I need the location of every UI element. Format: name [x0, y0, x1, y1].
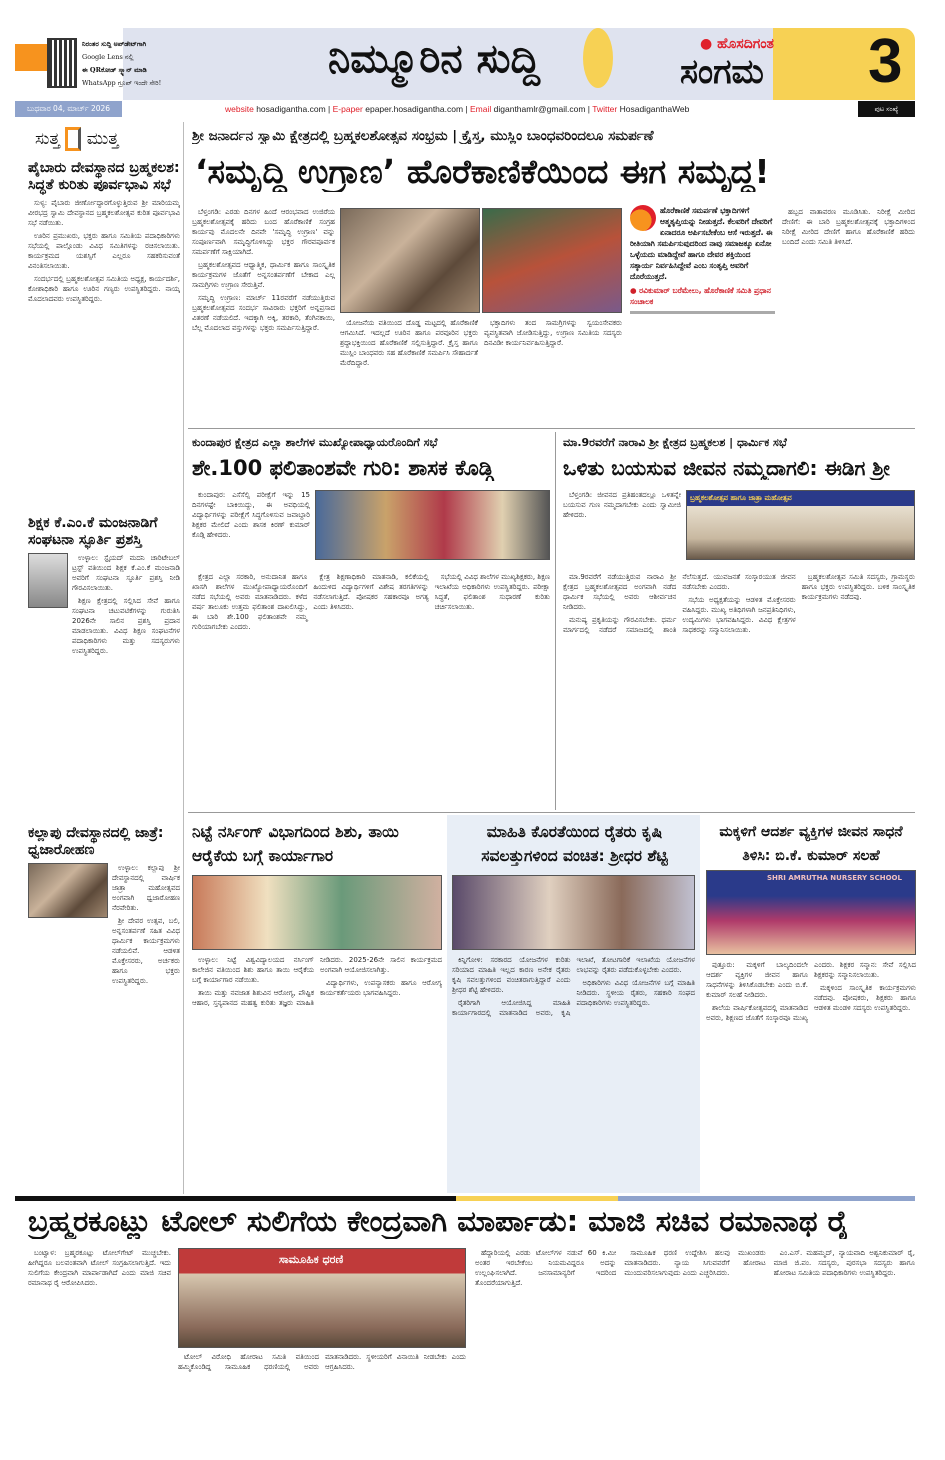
row-divider [188, 812, 915, 813]
farmers-headline: ಮಾಹಿತಿ ಕೊರತೆಯಿಂದ ರೈತರು ಕೃಷಿ ಸವಲತ್ತುಗಳಿಂದ ವಂಚಿತ: ಶ್ರೀಧರ ಶೆಟ್ಟಿ [481, 823, 668, 865]
column-divider [555, 432, 556, 810]
paragraph: ಸಂದರ್ಭದಲ್ಲಿ ಬ್ರಹ್ಮಕಲಶೋತ್ಸವ ಸಮಿತಿಯ ಅಧ್ಯಕ್ಷ, ಕಾರ್ಯದರ್ಶಿ, ಕೋಶಾಧಿಕಾರಿ ಹಾಗೂ ಊರಿನ ಗಣ್ಯರು ಉಪಸ್ಥಿತರಿದ್ದರು. ನಾಯ್ಕ ಮೊದಲಾದವರು ಉಪಸ್ಥಿತರಿದ್ದರು. [28, 275, 180, 303]
quote-rule [630, 311, 775, 314]
quote-icon [630, 205, 656, 231]
photo-banner-text: ಸಾಮೂಹಿಕ ಧರಣಿ [279, 1253, 344, 1266]
protest-photo [178, 1248, 466, 1348]
paragraph: ಮನುಷ್ಯ ಪ್ರಕೃತಿಯನ್ನು ಗೌರವಿಸಬೇಕು. ಧರ್ಮ ಮಾರ್ಗದಲ್ಲಿ ನಡೆದರೆ ಸಮಾಜದಲ್ಲಿ ಶಾಂತಿ ನೆಲೆಸುತ್ತದೆ. ಯುವಜನತೆ ಸಂಸ್ಕಾರಯುತ ಜೀವನ ನಡೆಸಬೇಕು ಎಂದರು. [563, 573, 796, 634]
paragraph: ಶಾಲೆಯ ವಾರ್ಷಿಕೋತ್ಸವದಲ್ಲಿ ಮಾತನಾಡಿದ ಅವರು, ಶಿಕ್ಷಣದ ಜೊತೆಗೆ ಸಂಸ್ಕಾರವೂ ಮುಖ್ಯ ಎಂದರು. ಶಿಕ್ಷಕರ ಸನ್ಮಾನ: ಸೇವೆ ಸಲ್ಲಿಸಿದ ಶಿಕ್ಷಕರನ್ನು ಸನ್ಮಾನಿಸಲಾಯಿತು. [706, 961, 916, 1022]
left-story-body [72, 553, 180, 659]
lead-body-col2 [340, 318, 622, 422]
narayi-body-lead [563, 490, 681, 570]
left-story-headline: ಪೈಬಾರು ದೇವಸ್ಥಾನದ ಬ್ರಹ್ಮಕಲಶ: ಸಿದ್ಧತೆ ಕುರಿತು ಪೂರ್ವಭಾವಿ ಸಭೆ [28, 160, 180, 193]
paragraph: ಅಧಿಕಾರಿಗಳು ವಿವಿಧ ಯೋಜನೆಗಳ ಬಗ್ಗೆ ಮಾಹಿತಿ ನೀಡಿದರು. ಸ್ಥಳೀಯ ರೈತರು, ಸಹಕಾರಿ ಸಂಘದ ಪದಾಧಿಕಾರಿಗಳು ಉಪಸ್ಥಿತರಿದ್ದರು. [576, 979, 695, 1007]
brand-logo: ● ಹೊಸದಿಗಂತ [700, 36, 774, 52]
lead-body-col3 [782, 207, 915, 422]
paragraph: ಟೋಲ್ ವಿರೋಧಿ ಹೋರಾಟ ಸಮಿತಿ ವತಿಯಿಂದ ಹಮ್ಮಿಕೊಂಡಿದ್ದ ಸಾಮೂಹಿಕ ಧರಣಿಯಲ್ಲಿ ಅವರು ಮಾತನಾಡಿದರು. ಸ್ಥಳೀಯರಿಗೆ ವಿನಾಯಿತಿ ನೀಡಬೇಕು ಎಂದು ಆಗ್ರಹಿಸಿದರು. [178, 1353, 466, 1371]
paragraph: ಉಳ್ಳಾಲ: ಸ್ಟೈಯದ್ ಮದನಿ ಚಾರಿಟೇಬಲ್ ಟ್ರಸ್ಟ್ ವತಿಯಿಂದ ಶಿಕ್ಷಕ ಕೆ.ಎಂ.ಕೆ ಮಂಜನಾಡಿ ಅವರಿಗೆ ಸಂಘಟನಾ ಸ್ಫೂರ್ತಿ ಪ್ರಶಸ್ತಿ ನೀಡಿ ಗೌರವಿಸಲಾಯಿತು. [72, 554, 180, 592]
masthead-band [123, 28, 773, 100]
quote-title: ಹೊರೆಕಾಣಿಕೆ ಸಮರ್ಪಣೆ [660, 206, 718, 215]
nitte-headline: ನಿಟ್ಟೆ ನರ್ಸಿಂಗ್ ವಿಭಾಗದಿಂದ ಶಿಶು, ತಾಯಿ ಆರೈಕೆಯ ಬಗ್ಗೆ ಕಾರ್ಯಾಗಾರ [192, 823, 399, 865]
date-box: ಬುಧವಾರ 04, ಮಾರ್ಚ್ 2026 [15, 101, 122, 117]
paragraph: ಕ್ಷೇತ್ರದ ಎಲ್ಲಾ ಸರಕಾರಿ, ಅನುದಾನಿತ ಹಾಗೂ ಖಾಸಗಿ ಶಾಲೆಗಳ ಮುಖ್ಯೋಪಾಧ್ಯಾಯರೊಂದಿಗೆ ನಡೆದ ಸಭೆಯಲ್ಲಿ ಅವರು ಮಾತನಾಡಿದರು. ಕಳೆದ ವರ್ಷ ತಾಲೂಕು ಉತ್ತಮ ಫಲಿತಾಂಶ ದಾಖಲಿಸಿದ್ದು, ಈ ಬಾರಿ ಶೇ.100 ಫಲಿತಾಂಶವೇ ನಮ್ಮ ಗುರಿಯಾಗಬೇಕು ಎಂದರು. [192, 573, 308, 631]
paragraph: ಉಳ್ಳಾಲ: ನಿಟ್ಟೆ ವಿಶ್ವವಿದ್ಯಾಲಯದ ನರ್ಸಿಂಗ್ ಕಾಲೇಜಿನ ವತಿಯಿಂದ ಶಿಶು ಹಾಗೂ ತಾಯಿ ಆರೈಕೆಯ ಬಗ್ಗೆ ಕಾರ್ಯಾಗಾರ ನಡೆಯಿತು. [192, 956, 314, 984]
paragraph: ಸುಳ್ಯ: ಪೈಬಾರು ಜೀರ್ಣೋದ್ಧಾರಗೊಳ್ಳುತ್ತಿರುವ ಶ್ರೀ ಮಾರಿಯಮ್ಮ ವೀರಭದ್ರ ಸ್ವಾಮಿ ದೇವಸ್ಥಾನದ ಬ್ರಹ್ಮಕಲಶೋತ್ಸವ ಕುರಿತ ಪೂರ್ವಭಾವಿ ಸಭೆ ನಡೆಯಿತು. [28, 199, 180, 227]
nitte-body [192, 955, 442, 1190]
left-story [28, 515, 180, 825]
paragraph: ಕಿನ್ನಿಗೋಳಿ: ಸರಕಾರದ ಯೋಜನೆಗಳ ಕುರಿತು ಸರಿಯಾದ ಮಾಹಿತಿ ಇಲ್ಲದ ಕಾರಣ ಅನೇಕ ರೈತರು ಕೃಷಿ ಸವಲತ್ತುಗಳಿಂದ ವಂಚಿತರಾಗುತ್ತಿದ್ದಾರೆ ಎಂದು ಶ್ರೀಧರ ಶೆಟ್ಟಿ ಹೇಳಿದರು. [452, 956, 571, 994]
left-story [28, 160, 180, 515]
left-column-stories [28, 160, 180, 1190]
quote-author-name: ರವಿಕುಮಾರ್ ಬರೆಮೇಲು, ಹೊರೆಕಾಣಿಕೆ ಸಮಿತಿ ಪ್ರಧಾನ ಸಂಚಾಲಕ [630, 286, 771, 306]
narayi-kicker: ಮಾ.9ರವರೆಗೆ ನಾರಾವಿ ಶ್ರೀ ಕ್ಷೇತ್ರದ ಬ್ರಹ್ಮಕಲಶ | ಧಾರ್ಮಿಕ ಸಭೆ [563, 436, 787, 449]
kumar-body [706, 960, 916, 1190]
brand-name: ಹೊಸದಿಗಂತ [717, 36, 774, 52]
paragraph: ಪುತ್ತೂರು: ಮಕ್ಕಳಿಗೆ ಬಾಲ್ಯದಿಂದಲೇ ಆದರ್ಶ ವ್ಯಕ್ತಿಗಳ ಜೀವನ ಹಾಗೂ ಸಾಧನೆಗಳನ್ನು ತಿಳಿಸಿಕೊಡಬೇಕು ಎಂದು ಬಿ.ಕೆ. ಕುಮಾರ್ ಸಲಹೆ ನೀಡಿದರು. [706, 961, 808, 999]
row-divider [188, 428, 915, 429]
paragraph: ಸಾಮೂಹಿಕ ಧರಣಿ ಉದ್ದೇಶಿಸಿ ಹಲವು ಮುಖಂಡರು ಮಾತನಾಡಿದರು. ನ್ಯಾಯ ಸಿಗುವವರೆಗೆ ಹೋರಾಟ ಮುಂದುವರಿಸಲಾಗುವುದು ಎಂದು ಎಚ್ಚರಿಸಿದರು. [624, 1249, 766, 1277]
farmers-photo [452, 875, 695, 950]
paragraph: ಎಂ.ಎಸ್. ಮಹಮ್ಮದ್, ನ್ಯಾಯವಾದಿ ಅಶ್ವನಿಕುಮಾರ್ ರೈ, ಮಾಜಿ ಜಿ.ಪಂ. ಸದಸ್ಯರು, ಪುರಸಭಾ ಸದಸ್ಯರು ಹಾಗೂ ಹೋರಾಟ ಸಮಿತಿಯ ಪದಾಧಿಕಾರಿಗಳು ಉಪಸ್ಥಿತರಿದ್ದರು. [773, 1249, 915, 1277]
bottom-body-lead [28, 1248, 171, 1438]
lead-kicker: ಶ್ರೀ ಜನಾರ್ದನ ಸ್ವಾಮಿ ಕ್ಷೇತ್ರದಲ್ಲಿ ಬ್ರಹ್ಮಕಲಶೋತ್ಸವ ಸಂಭ್ರಮ | ಕ್ರೈಸ್ತ, ಮುಸ್ಲಿಂ ಬಾಂಧವರಿಂದಲೂ ಸಮರ್ಪಣೆ [192, 128, 654, 144]
paragraph: ಊರಿನ ಪ್ರಮುಖರು, ಭಕ್ತರು ಹಾಗೂ ಸಮಿತಿಯ ಪದಾಧಿಕಾರಿಗಳು ಸಭೆಯಲ್ಲಿ ಪಾಲ್ಗೊಂಡು ವಿವಿಧ ಸಮಿತಿಗಳನ್ನು ರಚಿಸಲಾಯಿತು. ಕಾರ್ಯಕ್ರಮದ ಯಶಸ್ಸಿಗೆ ಎಲ್ಲರೂ ಸಹಕರಿಸುವಂತೆ ವಿನಂತಿಸಲಾಯಿತು. [28, 232, 180, 270]
paragraph: ಶ್ರೀ ದೇವರ ಉತ್ಸವ, ಬಲಿ, ಅನ್ನಸಂತರ್ಪಣೆ ಸಹಿತ ವಿವಿಧ ಧಾರ್ಮಿಕ ಕಾರ್ಯಕ್ರಮಗಳು ನಡೆಯಲಿವೆ. ಆಡಳಿತ ಮೊಕ್ತೇಸರರು, ಅರ್ಚಕರು ಹಾಗೂ ಭಕ್ತರು ಉಪಸ್ಥಿತರಿದ್ದರು. [112, 917, 180, 985]
bottom-body [475, 1248, 915, 1438]
bottom-headline: ಬ್ರಹ್ಮರಕೂಟ್ಲು ಟೋಲ್ ಸುಲಿಗೆಯ ಕೇಂದ್ರವಾಗಿ ಮಾರ್ಪಾಡು: ಮಾಜಿ ಸಚಿವ ರಮಾನಾಥ ರೈ [28, 1204, 850, 1238]
quote-box [630, 205, 775, 423]
lead-headline: ‘ಸಮೃದ್ಧಿ ಉಗ್ರಾಣ’ ಹೊರೆಕಾಣಿಕೆಯಿಂದ ಈಗ ಸಮೃದ್ಧ! [195, 152, 770, 191]
paragraph: ಸಭೆಯಲ್ಲಿ ವಿವಿಧ ಶಾಲೆಗಳ ಮುಖ್ಯಶಿಕ್ಷಕರು, ಶಿಕ್ಷಣ ಇಲಾಖೆಯ ಅಧಿಕಾರಿಗಳು ಉಪಸ್ಥಿತರಿದ್ದರು. ಪರೀಕ್ಷಾ ಸಿದ್ಧತೆ, ಫಲಿತಾಂಶ ಸುಧಾರಣೆ ಕುರಿತು ಚರ್ಚಿಸಲಾಯಿತು. [434, 573, 550, 611]
section-logo-text: ಮುತ್ತ [86, 129, 119, 149]
qr-code [47, 38, 77, 88]
left-story [28, 825, 180, 989]
window-icon [65, 127, 81, 151]
kumar-headline: ಮಕ್ಕಳಿಗೆ ಆದರ್ಶ ವ್ಯಕ್ತಿಗಳ ಜೀವನ ಸಾಧನೆ ತಿಳಿಸಿ: ಬಿ.ಕೆ. ಕುಮಾರ್ ಸಲಹೆ [719, 824, 903, 864]
sun-decoration [583, 28, 613, 88]
column-divider [183, 122, 184, 1194]
paragraph: ಮಾ.9ರವರೆಗೆ ನಡೆಯುತ್ತಿರುವ ನಾರಾವಿ ಶ್ರೀ ಕ್ಷೇತ್ರದ ಬ್ರಹ್ಮಕಲಶೋತ್ಸವದ ಅಂಗವಾಗಿ ನಡೆದ ಧಾರ್ಮಿಕ ಸಭೆಯಲ್ಲಿ ಅವರು ಆಶೀರ್ವಚನ ನೀಡಿದರು. [563, 573, 677, 611]
portrait-photo [28, 553, 68, 608]
left-story-body [28, 198, 180, 498]
color-rule [15, 1196, 915, 1201]
section-logo [35, 127, 175, 155]
paragraph: ಕ್ಷೇತ್ರ ಶಿಕ್ಷಣಾಧಿಕಾರಿ ಮಾತನಾಡಿ, ಕಲಿಕೆಯಲ್ಲಿ ಹಿಂದುಳಿದ ವಿದ್ಯಾರ್ಥಿಗಳಿಗೆ ವಿಶೇಷ ತರಗತಿಗಳನ್ನು ನಡೆಸಲಾಗುತ್ತಿದೆ. ಪೋಷಕರ ಸಹಕಾರವೂ ಅಗತ್ಯ ಎಂದು ತಿಳಿಸಿದರು. [313, 573, 429, 611]
paragraph: ವಿದ್ಯಾರ್ಥಿಗಳು, ಉಪನ್ಯಾಸಕರು ಹಾಗೂ ಆರೋಗ್ಯ ಕಾರ್ಯಕರ್ತೆಯರು ಭಾಗವಹಿಸಿದ್ದರು. [320, 979, 442, 997]
paragraph: ಬಂಟ್ವಾಳ: ಬ್ರಹ್ಮರಕೂಟ್ಲು ಟೋಲ್‌ಗೇಟ್ ಮುಚ್ಚಬೇಕು. ಹೀಗಿದ್ದರೂ ಬಲವಂತವಾಗಿ ಟೋಲ್ ಸಂಗ್ರಹಿಸಲಾಗುತ್ತಿದೆ. ಇದು ಸುಲಿಗೆಯ ಕೇಂದ್ರವಾಗಿ ಮಾರ್ಪಾಡಾಗಿದೆ ಎಂದು ಮಾಜಿ ಸಚಿವ ರಮಾನಾಥ ರೈ ಆರೋಪಿಸಿದರು. [28, 1249, 171, 1287]
photo-banner-text: SHRI AMRUTHA NURSERY SCHOOL [767, 874, 902, 882]
twitter-link[interactable]: Twitter HosadiganthaWeb [592, 104, 690, 114]
narayi-photo [686, 490, 915, 560]
qr-caption-line: ನಿರಂತರ ಸುದ್ದಿ ಅಪ್‌ಡೇಟ್‌ಗಾಗಿ [82, 40, 147, 48]
section-title: ನಿಮ್ಮೂರಿನ ಸುದ್ದಿ [328, 36, 540, 82]
paragraph: ಶಿಕ್ಷಣ ಕ್ಷೇತ್ರದಲ್ಲಿ ಸಲ್ಲಿಸಿದ ಸೇವೆ ಹಾಗೂ ಸಂಘಟನಾ ಚಟುವಟಿಕೆಗಳನ್ನು ಗುರುತಿಸಿ 2026ನೇ ಸಾಲಿನ ಪ್ರಶಸ್ತಿ ಪ್ರದಾನ ಮಾಡಲಾಯಿತು. ವಿವಿಧ ಶಿಕ್ಷಣ ಸಂಘಟನೆಗಳ ಪದಾಧಿಕಾರಿಗಳು ಮತ್ತು ಸದಸ್ಯರುಗಳು ಉಪಸ್ಥಿತರಿದ್ದರು. [72, 597, 180, 655]
narayi-body [563, 572, 915, 807]
masthead-accent [15, 44, 47, 71]
paragraph: ಕುಂದಾಪುರ: ಎಸೆಸೆಲ್ಸಿ ಪರೀಕ್ಷೆಗೆ ಇನ್ನು 15 ದಿನಗಳಷ್ಟೇ ಬಾಕಿಯಿದ್ದು, ಈ ಅವಧಿಯಲ್ಲಿ ವಿದ್ಯಾರ್ಥಿಗಳನ್ನು ಪರೀಕ್ಷೆಗೆ ಸಿದ್ಧಗೊಳಿಸುವ ಜವಾಬ್ದಾರಿ ಶಿಕ್ಷಕರ ಮೇಲಿದೆ ಎಂದು ಶಾಸಕ ಕಿರಣ್ ಕುಮಾರ್ ಕೊಡ್ಗಿ ಹೇಳಿದರು. [192, 491, 310, 539]
paragraph: ಮಕ್ಕಳಿಂದ ಸಾಂಸ್ಕೃತಿಕ ಕಾರ್ಯಕ್ರಮಗಳು ನಡೆದವು. ಪೋಷಕರು, ಶಿಕ್ಷಕರು ಹಾಗೂ ಆಡಳಿತ ಮಂಡಳಿ ಸದಸ್ಯರು ಉಪಸ್ಥಿತರಿದ್ದರು. [814, 984, 916, 1012]
left-story-headline: ಕಲ್ಲಾಪು ದೇವಸ್ಥಾನದಲ್ಲಿ ಜಾತ್ರೆ: ಧ್ವಜಾರೋಹಣ [28, 825, 164, 858]
qr-caption [82, 38, 161, 90]
paragraph: ತಾಯಿ ಮತ್ತು ನವಜಾತ ಶಿಶುವಿನ ಆರೋಗ್ಯ, ಪೌಷ್ಟಿಕ ಆಹಾರ, ಸ್ತನ್ಯಪಾನದ ಮಹತ್ವ ಕುರಿತು ತಜ್ಞರು ಮಾಹಿತಿ ನೀಡಿದರು. 2025-26ನೇ ಸಾಲಿನ ಕಾರ್ಯಕ್ರಮದ ಅಂಗವಾಗಿ ಆಯೋಜಿಸಲಾಗಿತ್ತು. [192, 956, 442, 1007]
paragraph: ಹೆದ್ದಾರಿಯಲ್ಲಿ ಎರಡು ಟೋಲ್‌ಗಳ ನಡುವೆ 60 ಕಿ.ಮೀ ಅಂತರ ಇರಬೇಕೆಂಬ ನಿಯಮವಿದ್ದರೂ ಅದನ್ನು ಉಲ್ಲಂಘಿಸಲಾಗಿದೆ. ಜನಸಾಮಾನ್ಯರಿಗೆ ಇದರಿಂದ ತೊಂದರೆಯಾಗುತ್ತಿದೆ. [475, 1249, 617, 1287]
photo-banner-text: ಬ್ರಹ್ಮಕಲಶೋತ್ಸವ ಹಾಗೂ ಜಾತ್ರಾ ಮಹೋತ್ಸವ [690, 494, 792, 502]
epaper-link[interactable]: E-paper epaper.hosadigantha.com [332, 104, 464, 114]
qr-caption-line: WhatsApp ಗ್ರೂಪ್ ಇಂದೇ ಸೇರಿ! [82, 79, 162, 87]
paragraph: ಹಬ್ಬದ ವಾತಾವರಣ ಮೂಡಿಸಿತು. ನಿರೀಕ್ಷೆ ಮೀರಿದ ದೇಣಿಗೆ: ಈ ಬಾರಿ ಬ್ರಹ್ಮಕಲಶೋತ್ಸವಕ್ಕೆ ಭಕ್ತಾದಿಗಳಿಂದ ನಿರೀಕ್ಷೆ ಮೀರಿದ ದೇಣಿಗೆ ಹಾಗೂ ಹೊರೆಕಾಣಿಕೆ ಹರಿದು ಬಂದಿದೆ ಎಂದು ಸಮಿತಿ ತಿಳಿಸಿದೆ. [782, 208, 915, 246]
kundapura-kicker: ಕುಂದಾಪುರ ಕ್ಷೇತ್ರದ ಎಲ್ಲಾ ಶಾಲೆಗಳ ಮುಖ್ಯೋಪಾಧ್ಯಾಯರೊಂದಿಗೆ ಸಭೆ [192, 436, 438, 449]
nitte-photo [192, 875, 442, 950]
quote-body: ಭಕ್ತಾದಿಗಳಿಗೆ ಆತ್ಮತೃಪ್ತಿಯನ್ನು ನೀಡುತ್ತದೆ. ಕೆಲವರಿಗೆ ದೇವರಿಗೆ ಏನಾದರೂ ಅರ್ಪಿಸಬೇಕೆಂಬ ಆಸೆ ಇರುತ್ತದೆ. ಈ ರೀತಿಯಾಗಿ ಸಮರ್ಪಿಸುವುದರಿಂದ ನಾವು ಸಮಾಜಕ್ಕೂ ಏನೋ ಒಳ್ಳೆಯದು ಮಾಡಿದ್ದೇವೆ ಹಾಗೂ ದೇವರ ಶಕ್ತಿಯಿಂದ ಸತ್ಕಾರ್ಯ ನಿರ್ವಹಿಸಿದ್ದೇವೆ ಎಂಬ ಸಂತೃಪ್ತಿ ಅವರಿಗೆ ದೊರೆಯುತ್ತದೆ. [630, 206, 773, 281]
quote-author: ● ರವಿಕುಮಾರ್ ಬರೆಮೇಲು, ಹೊರೆಕಾಣಿಕೆ ಸಮಿತಿ ಪ್ರಧಾನ ಸಂಚಾಲಕ [630, 286, 771, 306]
qr-caption-line: ಈ QRಕೋಡ್ ಸ್ಕ್ಯಾನ್ ಮಾಡಿ [82, 66, 147, 74]
qr-caption-line: Google Lens ನಲ್ಲಿ [82, 53, 134, 61]
narayi-headline: ಒಳಿತು ಬಯಸುವ ಜೀವನ ನಮ್ಮದಾಗಲಿ: ಈಡಿಗ ಶ್ರೀ [563, 456, 890, 480]
website-link[interactable]: website hosadigantha.com [225, 104, 326, 114]
email-link[interactable]: Email diganthamlr@gmail.com [470, 104, 586, 114]
lead-photo-2 [482, 208, 622, 313]
paragraph: ಸಭೆಯ ಅಧ್ಯಕ್ಷತೆಯನ್ನು ಆಡಳಿತ ಮೊಕ್ತೇಸರರು ವಹಿಸಿದ್ದರು. ಮುಖ್ಯ ಅತಿಥಿಗಳಾಗಿ ಜನಪ್ರತಿನಿಧಿಗಳು, ಉದ್ಯಮಿಗಳು ಭಾಗವಹಿಸಿದ್ದರು. ವಿವಿಧ ಕ್ಷೇತ್ರಗಳ ಸಾಧಕರನ್ನು ಸನ್ಮಾನಿಸಲಾಯಿತು. [682, 596, 796, 634]
kundapura-body [192, 572, 550, 807]
kundapura-body-lead [192, 490, 310, 570]
bottom-body-under-photo [178, 1352, 466, 1438]
section-logo-text: ಸುತ್ತ [35, 129, 60, 149]
kumar-photo [706, 870, 916, 955]
paragraph: ಉಳ್ಳಾಲ: ಕಲ್ಲಾಪು ಶ್ರೀ ದೇವಸ್ಥಾನದಲ್ಲಿ ವಾರ್ಷಿಕ ಜಾತ್ರಾ ಮಹೋತ್ಸವದ ಅಂಗವಾಗಿ ಧ್ವಜಾರೋಹಣ ನೆರವೇರಿತು. [112, 864, 180, 912]
paragraph: ರೈತರಿಗಾಗಿ ಆಯೋಜಿಸಿದ್ದ ಮಾಹಿತಿ ಕಾರ್ಯಾಗಾರದಲ್ಲಿ ಮಾತನಾಡಿದ ಅವರು, ಕೃಷಿ ಇಲಾಖೆ, ತೋಟಗಾರಿಕೆ ಇಲಾಖೆಯ ಯೋಜನೆಗಳ ಲಾಭವನ್ನು ರೈತರು ಪಡೆದುಕೊಳ್ಳಬೇಕು ಎಂದರು. [452, 956, 695, 1017]
paragraph: ಯೋಜನೆಯ ವತಿಯಿಂದ ದೊಡ್ಡ ಮಟ್ಟದಲ್ಲಿ ಹೊರೆಕಾಣಿಕೆ ಆಗಮಿಸಿದೆ. ಇದಲ್ಲದೆ ಊರಿನ ಹಾಗೂ ಪರವೂರಿನ ಭಕ್ತರು ಶ್ರದ್ಧಾಭಕ್ತಿಯಿಂದ ಹೊರೆಕಾಣಿಕೆ ಸಲ್ಲಿಸುತ್ತಿದ್ದಾರೆ. ಕ್ರೈಸ್ತ ಹಾಗೂ ಮುಸ್ಲಿಂ ಬಾಂಧವರು ಸಹ ಹೊರೆಕಾಣಿಕೆ ಸಮರ್ಪಿಸಿ ಸೌಹಾರ್ದತೆ ಮೆರೆದಿದ್ದಾರೆ. [340, 319, 478, 367]
paragraph: ಬ್ರಹ್ಮಕಲಶೋತ್ಸವ ಸಮಿತಿ ಸದಸ್ಯರು, ಗ್ರಾಮಸ್ಥರು ಹಾಗೂ ಭಕ್ತರು ಉಪಸ್ಥಿತರಿದ್ದರು. ಬಳಿಕ ಸಾಂಸ್ಕೃತಿಕ ಕಾರ್ಯಕ್ರಮಗಳು ನಡೆದವು. [801, 573, 915, 601]
left-story-headline: ಶಿಕ್ಷಕ ಕೆ.ಎಂ.ಕೆ ಮಂಜನಾಡಿಗೆ ಸಂಘಟನಾ ಸ್ಫೂರ್ತಿ ಪ್ರಶಸ್ತಿ [28, 515, 158, 548]
left-story-body [112, 863, 180, 989]
paragraph: ಭಕ್ತಾದಿಗಳು ತಂದ ಸಾಮಗ್ರಿಗಳನ್ನು ಸ್ವಯಂಸೇವಕರು ವ್ಯವಸ್ಥಿತವಾಗಿ ಜೋಡಿಸುತ್ತಿದ್ದು, ಉಗ್ರಾಣ ಸಮಿತಿಯ ಸದಸ್ಯರು ದಿನವಿಡೀ ಕಾರ್ಯನಿರ್ವಹಿಸುತ್ತಿದ್ದಾರೆ. [484, 319, 622, 347]
page-number: 3 [868, 27, 903, 96]
paragraph: ಸಮೃದ್ಧಿ ಉಗ್ರಾಣ: ಮಾರ್ಚ್ 11ರವರೆಗೆ ನಡೆಯುತ್ತಿರುವ ಬ್ರಹ್ಮಕಲಶೋತ್ಸವದ ಸಂದರ್ಭ ಸಾವಿರಾರು ಭಕ್ತರಿಗೆ ಅನ್ನಪ್ರಸಾದ ವಿತರಣೆ ನಡೆಯಲಿದೆ. ಇದಕ್ಕಾಗಿ ಅಕ್ಕಿ, ತರಕಾರಿ, ತೆಂಗಿನಕಾಯಿ, ಬೆಲ್ಲ ಮೊದಲಾದ ವಸ್ತುಗಳನ್ನು ಭಕ್ತರು ಸಮರ್ಪಿಸುತ್ತಿದ್ದಾರೆ. [192, 294, 335, 332]
lead-photo-1 [340, 208, 480, 313]
paragraph: ಬ್ರಹ್ಮಕಲಶೋತ್ಸವದ ಆಧ್ಯಾತ್ಮಿಕ, ಧಾರ್ಮಿಕ ಹಾಗೂ ಸಾಂಸ್ಕೃತಿಕ ಕಾರ್ಯಕ್ರಮಗಳ ಜೊತೆಗೆ ಅನ್ನಸಂತರ್ಪಣೆಗೆ ಬೇಕಾದ ಎಲ್ಲ ಸಾಮಗ್ರಿಗಳು ಉಗ್ರಾಣ ಸೇರುತ್ತಿವೆ. [192, 261, 335, 289]
paragraph: ಬೆಳ್ತಂಗಡಿ: ಎರಡು ದಿನಗಳ ಹಿಂದೆ ಆರಂಭವಾದ ಉಜಿರೆಯ ಬ್ರಹ್ಮಕಲಶೋತ್ಸವಕ್ಕೆ ಹರಿದು ಬಂದ ಹೊರೆಕಾಣಿಕೆ ಸಂಗ್ರಹ ಕಾರ್ಯವು ಮೊದಲನೇ ದಿನವೇ 'ಸಮೃದ್ಧಿ ಉಗ್ರಾಣ' ವನ್ನು ಸಂಪೂರ್ಣವಾಗಿ ಸಮೃದ್ಧಿಗೊಳಿಸಿದ್ದು ಭಕ್ತರ ಗೌರವಪೂರ್ವಕ ಸಮರ್ಪಣೆಗೆ ಸಾಕ್ಷಿಯಾಗಿದೆ. [192, 208, 335, 256]
lead-body-col1 [192, 207, 335, 422]
kundapura-headline: ಶೇ.100 ಫಲಿತಾಂಶವೇ ಗುರಿ: ಶಾಸಕ ಕೊಡ್ಗಿ [192, 456, 494, 480]
page-tag: ಪುಟ ಸಂಖ್ಯೆ [858, 101, 915, 117]
farmers-body [452, 955, 695, 1190]
supplement-title: ಸಂಗಮ [680, 52, 764, 92]
temple-photo [28, 863, 108, 918]
contact-links: website hosadigantha.com | E-paper epaper.hosadigantha.com | Email diganthamlr@gmail.com | Twitter HosadiganthaWeb [225, 104, 690, 114]
kundapura-photo [315, 490, 550, 560]
paragraph: ಬೆಳ್ತಂಗಡಿ: ಜೀವನದ ಪ್ರತಿಹಂತದಲ್ಲೂ ಒಳಿತನ್ನೇ ಬಯಸುವ ಗುಣ ನಮ್ಮದಾಗಬೇಕು ಎಂದು ಸ್ವಾಮೀಜಿ ಹೇಳಿದರು. [563, 491, 681, 519]
